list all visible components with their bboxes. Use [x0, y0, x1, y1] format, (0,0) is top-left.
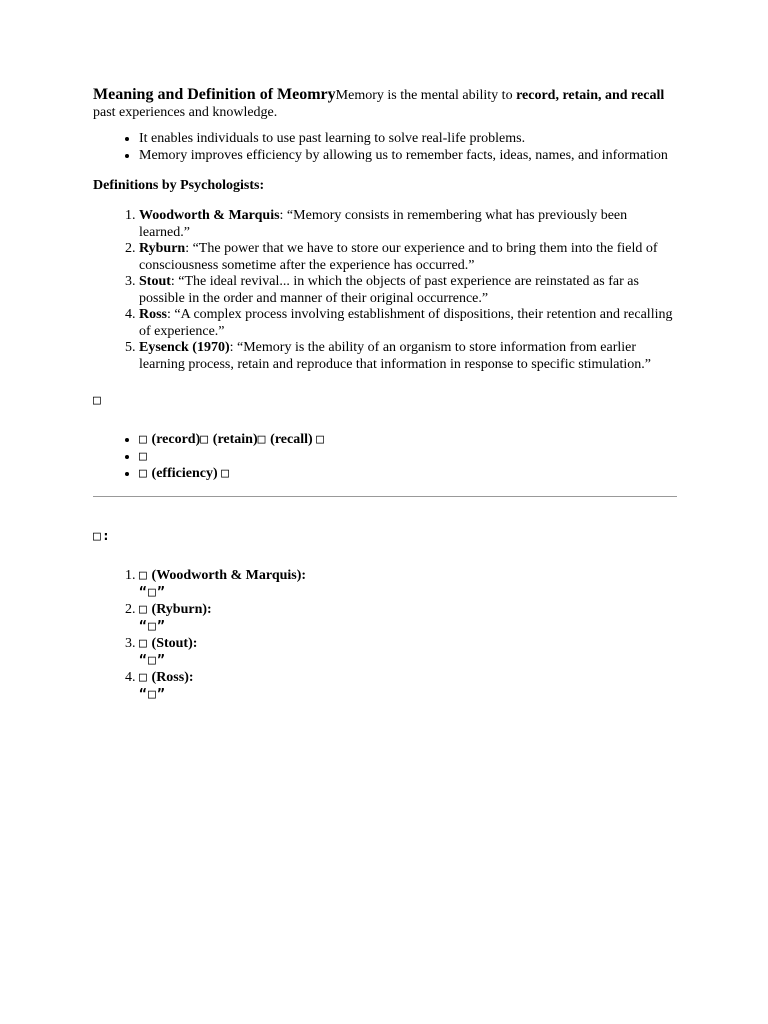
list-item: [139, 448, 677, 465]
psychologist-name: Woodworth & Marquis: [139, 208, 280, 223]
list-item: • Memory improves efficiency by allowing us to remember facts, ideas, names, and information: [139, 148, 677, 165]
list-item: [139, 465, 677, 482]
term-efficiency: (efficiency): [151, 466, 218, 481]
intro-bold: record, retain, and recall: [516, 88, 665, 103]
hindi-heading: □: [93, 393, 103, 408]
hindi-text: □: [257, 432, 267, 447]
hindi-text: □: [139, 449, 149, 464]
hindi-name: □: [139, 568, 149, 583]
hindi-name: □: [139, 636, 149, 651]
intro-text-a: Memory is the mental ability to: [335, 88, 517, 103]
hindi-text: □: [200, 432, 210, 447]
term-retain: (retain): [212, 432, 258, 447]
hindi-bullet-list: [93, 431, 677, 482]
psychologist-name: Stout: [139, 274, 171, 289]
psychologist-name: Ross: [139, 307, 168, 322]
psychologist-name: (Woodworth & Marquis):: [151, 568, 307, 583]
list-item: • It enables individuals to use past learning to solve real-life problems.: [139, 131, 677, 148]
hindi-definitions-heading: □:: [93, 529, 112, 544]
definition-item: [139, 340, 677, 373]
definitions-list: [93, 208, 677, 373]
definition-quote: “□”: [139, 687, 167, 702]
definition-item: [139, 208, 677, 241]
definition-quote: “□”: [139, 585, 167, 600]
definition-quote: : “Memory is the ability of an organism to store information from earlier learning process, retain and reproduce that information in response to specific stimulation.”: [139, 340, 652, 372]
definition-quote: : “A complex process involving establishment of dispositions, their retention and recalling of experience.”: [139, 307, 673, 339]
hindi-definitions-list: [93, 567, 677, 703]
psychologist-name: (Ross):: [151, 670, 194, 685]
intro-paragraph: [93, 86, 677, 121]
definition-item: [139, 274, 677, 307]
english-bullet-list: [93, 131, 677, 164]
psychologist-name: Ryburn: [139, 241, 186, 256]
list-item: [139, 431, 677, 448]
definition-item: [139, 635, 677, 669]
definition-quote: “□”: [139, 619, 167, 634]
hindi-name: □: [139, 602, 149, 617]
hindi-text: □: [221, 466, 231, 481]
psychologist-name: (Ryburn):: [151, 602, 212, 617]
definition-item: [139, 307, 677, 340]
hindi-text: □: [139, 432, 149, 447]
definition-item: [139, 601, 677, 635]
definition-item: [139, 567, 677, 601]
definition-quote: “□”: [139, 653, 167, 668]
definition-quote: : “Memory consists in remembering what has previously been learned.”: [139, 208, 628, 240]
divider: [93, 496, 677, 497]
hindi-name: □: [139, 670, 149, 685]
term-recall: (recall): [270, 432, 313, 447]
psychologist-name: Eysenck (1970): [139, 340, 230, 355]
term-record: (record): [151, 432, 201, 447]
psychologist-name: (Stout):: [151, 636, 198, 651]
intro-text-b: past experiences and knowledge.: [93, 105, 278, 120]
definition-quote: : “The ideal revival... in which the objects of past experience are reinstated as far as possible in the order and manner of their original occurrence.”: [139, 274, 639, 306]
definition-item: [139, 669, 677, 703]
hindi-text: □: [139, 466, 149, 481]
definition-item: [139, 241, 677, 274]
hindi-text: □: [316, 432, 326, 447]
document-page: [93, 86, 677, 721]
definitions-heading: Definitions by Psychologists:: [93, 178, 265, 193]
intro-heading: Meaning and Definition of Meomry: [93, 86, 336, 103]
definition-quote: : “The power that we have to store our experience and to bring them into the field of consciousness sometime after the experience has occurred.”: [139, 241, 658, 273]
